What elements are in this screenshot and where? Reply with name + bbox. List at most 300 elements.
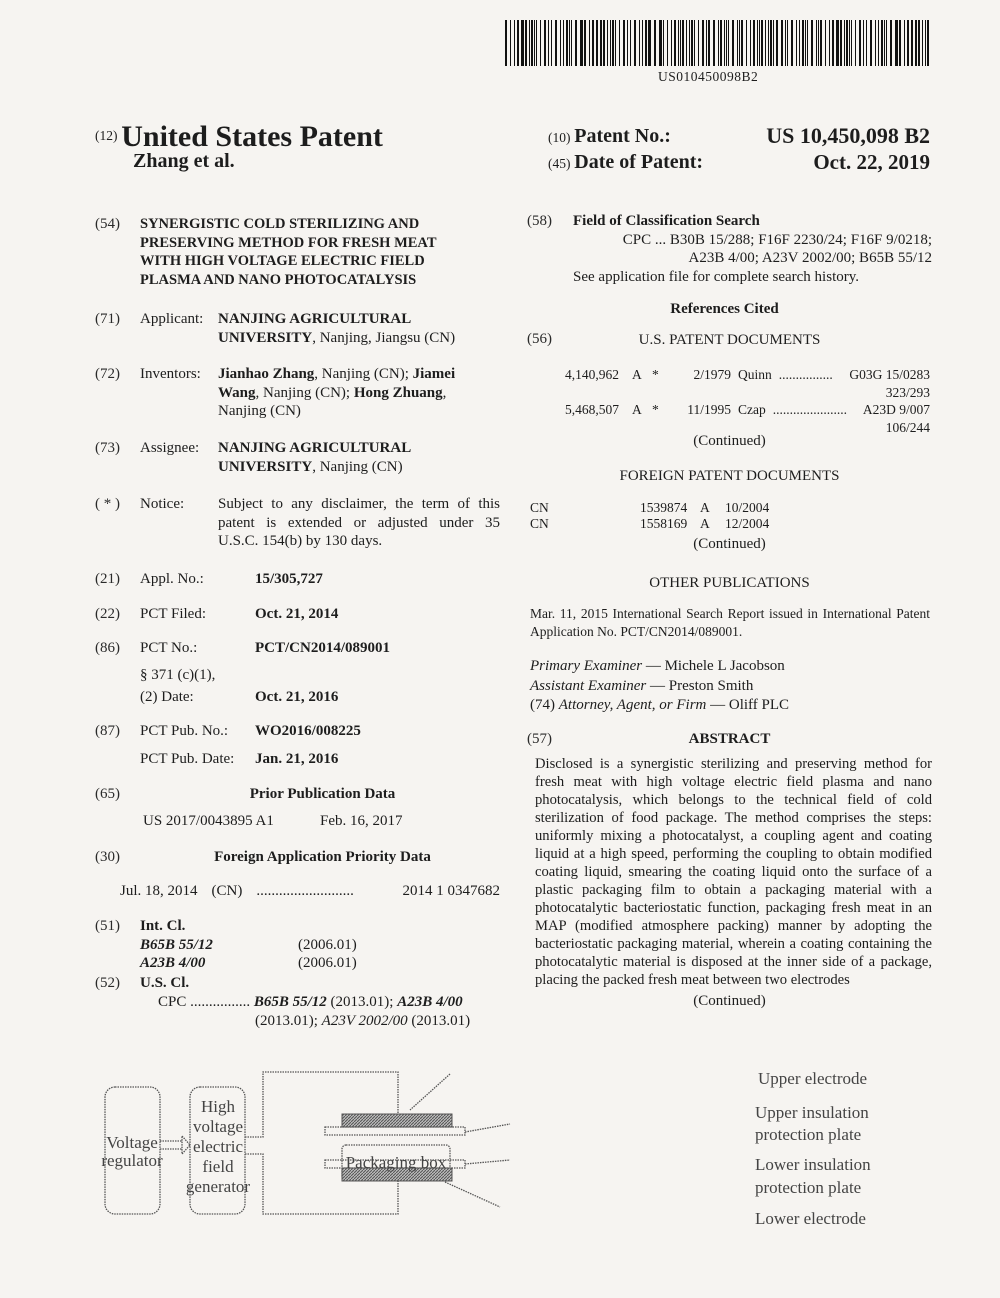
fig-label: Upper electrode bbox=[758, 1069, 868, 1088]
fig-label: electric bbox=[192, 1137, 244, 1156]
barcode-bar bbox=[680, 20, 681, 66]
doc-date: 10/2004 bbox=[725, 500, 770, 515]
us-doc-row bbox=[565, 366, 930, 401]
entry-71-applicant bbox=[95, 310, 505, 347]
entry-56 bbox=[527, 300, 932, 349]
barcode-bar bbox=[634, 20, 636, 66]
barcode-bar bbox=[720, 20, 721, 66]
barcode-bar bbox=[706, 20, 707, 66]
pct-filed: Oct. 21, 2014 bbox=[255, 606, 339, 622]
upper-insulation-plate bbox=[325, 1127, 465, 1135]
barcode-bar bbox=[649, 20, 650, 66]
barcode-bar bbox=[741, 20, 743, 66]
barcode-bar bbox=[592, 20, 593, 66]
barcode-bar bbox=[660, 20, 661, 66]
barcode-bar bbox=[770, 20, 772, 66]
inventor-name: Jianhao Zhang bbox=[218, 366, 315, 382]
barcode-bar bbox=[899, 20, 901, 66]
barcode-bar bbox=[708, 20, 709, 66]
cpc-version: (2013.01); bbox=[255, 1013, 322, 1029]
barcode-bar bbox=[911, 20, 913, 66]
barcode-bar bbox=[846, 20, 847, 66]
int-cl-version: (2006.01) bbox=[298, 955, 357, 971]
barcode-bar bbox=[918, 20, 920, 66]
barcode-bar bbox=[875, 20, 876, 66]
cpc-version: (2013.01) bbox=[407, 1013, 471, 1029]
barcode-bar bbox=[737, 20, 738, 66]
barcode-bar bbox=[761, 20, 763, 66]
barcode-bar bbox=[551, 20, 552, 66]
barcode-bar bbox=[702, 20, 704, 66]
barcode-bar bbox=[785, 20, 786, 66]
abstract-text: Disclosed is a synergistic sterilizing and preserving method for fresh meat with high voltage electric field plasma and nano photocatalysis, which belongs to the technical field of cold sterilization of food package. The method comprises the steps: uniformly mixing a photocatalyst, a coupling agent and coating liquid at a high speed, performing the coupling to obtain modified coating liquid, smearing the coating liquid onto the surface of a plastic packaging film to obtain a packaging material with a photocatalytic bacteriostatic function, packaging fresh meat in an MAP (modified atmosphere packing) manner by adopting the bacteriostatic packaging material, wherein a coating containing the photocatalytic material is disposed at the inner side of a package, placing the packed fresh meat between two electrodes bbox=[535, 755, 932, 988]
barcode-bar bbox=[750, 20, 751, 66]
doc-class: G03G 15/0283 bbox=[849, 367, 930, 382]
int-cl-version: (2006.01) bbox=[298, 937, 357, 953]
doc-name: Quinn bbox=[738, 367, 772, 382]
barcode-bar bbox=[836, 20, 837, 66]
title-line: PRESERVING METHOD FOR FRESH MEAT bbox=[140, 234, 437, 251]
patent-header-left bbox=[95, 120, 383, 154]
fig-label: Lower insulation bbox=[755, 1155, 871, 1174]
barcode-bar bbox=[525, 20, 527, 66]
barcode-bar bbox=[728, 20, 729, 66]
prior-pub-no: US 2017/0043895 A1 bbox=[143, 813, 274, 829]
barcode-bar bbox=[615, 20, 616, 66]
fig-label: protection plate bbox=[755, 1125, 862, 1144]
barcode-bar bbox=[886, 20, 887, 66]
barcode-bar bbox=[724, 20, 726, 66]
barcode-bar bbox=[674, 20, 676, 66]
barcode-bar bbox=[531, 20, 532, 66]
barcode-bar bbox=[514, 20, 515, 66]
section-heading: Field of Classification Search bbox=[573, 213, 760, 229]
assignee-location: , Nanjing (CN) bbox=[312, 458, 403, 475]
doc-kind: A bbox=[700, 500, 710, 515]
barcode-bar bbox=[630, 20, 631, 66]
continued-note: (Continued) bbox=[693, 433, 766, 449]
label: PCT Pub. No.: bbox=[140, 723, 229, 739]
barcode-bar bbox=[521, 20, 522, 66]
barcode-bar bbox=[907, 20, 908, 66]
doc-no: 1558169 bbox=[640, 516, 688, 531]
section-heading: Int. Cl. bbox=[140, 918, 186, 934]
barcode-bar bbox=[925, 20, 926, 66]
barcode-bar bbox=[805, 20, 806, 66]
label: Assistant Examiner bbox=[530, 678, 647, 694]
section-heading: Prior Publication Data bbox=[249, 786, 396, 802]
cpc-line: CPC ... B30B 15/288; F16F 2230/24; F16F 9/0218; bbox=[622, 231, 932, 248]
foreign-docs-heading: FOREIGN PATENT DOCUMENTS bbox=[619, 468, 840, 484]
text: Nanjing (CN) bbox=[218, 403, 301, 419]
barcode-bar bbox=[732, 20, 734, 66]
doc-no: 1539874 bbox=[640, 500, 688, 515]
fig-label: voltage bbox=[192, 1117, 244, 1136]
barcode-bar bbox=[517, 20, 519, 66]
representative-drawing bbox=[90, 1062, 940, 1242]
fig-label: Upper insulation bbox=[755, 1103, 869, 1122]
label: Applicant: bbox=[140, 311, 204, 327]
fig-label: regulator bbox=[101, 1151, 163, 1170]
barcode-bar bbox=[589, 20, 590, 66]
code-12: (12) bbox=[95, 128, 118, 143]
doc-date: 2/1979 bbox=[693, 367, 731, 382]
barcode-bar bbox=[536, 20, 537, 66]
entry-73-assignee bbox=[95, 439, 505, 476]
code: (58) bbox=[527, 213, 552, 229]
barcode-text: US010450098B2 bbox=[658, 69, 759, 84]
barcode-bar bbox=[645, 20, 647, 66]
code: (30) bbox=[95, 849, 120, 865]
barcode-bar bbox=[678, 20, 679, 66]
date-label: Date of Patent: bbox=[574, 151, 704, 173]
barcode-bar bbox=[863, 20, 864, 66]
barcode-bar bbox=[787, 20, 788, 66]
barcode-bar bbox=[922, 20, 923, 66]
barcode-bar bbox=[601, 20, 602, 66]
cpc-code: B65B 55/12 bbox=[253, 994, 327, 1010]
barcode-bar bbox=[534, 20, 536, 66]
barcode-bar bbox=[639, 20, 640, 66]
continued-note: (Continued) bbox=[693, 536, 766, 552]
code: (21) bbox=[95, 571, 120, 587]
label: Appl. No.: bbox=[140, 571, 204, 587]
us-cl-line bbox=[158, 993, 500, 1012]
barcode-bar bbox=[773, 20, 774, 66]
barcode-bar bbox=[781, 20, 783, 66]
label: Inventors: bbox=[140, 366, 201, 382]
us-doc-row bbox=[565, 401, 930, 436]
invention-title bbox=[140, 215, 505, 289]
primary-examiner bbox=[530, 657, 785, 676]
barcode-bar bbox=[829, 20, 830, 66]
barcode-bar bbox=[753, 20, 755, 66]
doc-kind: A bbox=[632, 367, 642, 382]
barcode-bar bbox=[671, 20, 672, 66]
label: Notice: bbox=[140, 496, 185, 512]
section-heading: U.S. Cl. bbox=[140, 975, 190, 991]
entry-72-inventors bbox=[95, 365, 505, 421]
assignee-name: UNIVERSITY bbox=[218, 458, 313, 475]
barcode-bar bbox=[825, 20, 826, 66]
doc-country: CN bbox=[530, 500, 549, 515]
entry-54-title bbox=[95, 215, 505, 289]
code-10: (10) bbox=[548, 130, 571, 145]
doc-class2: 323/293 bbox=[885, 384, 930, 400]
doc-name: Czap bbox=[738, 402, 766, 417]
barcode-bar bbox=[529, 20, 530, 66]
entry-30 bbox=[95, 848, 505, 899]
applicant-location: , Nanjing, Jiangsu (CN) bbox=[312, 329, 456, 346]
doc-class2: 106/244 bbox=[885, 419, 930, 435]
barcode-bar bbox=[849, 20, 851, 66]
barcode-bar bbox=[566, 20, 568, 66]
int-cl-code: A23B 4/00 bbox=[140, 955, 206, 971]
foreign-doc-row bbox=[530, 516, 930, 532]
section-heading: Foreign Application Priority Data bbox=[214, 849, 431, 865]
patent-no: US 10,450,098 B2 bbox=[766, 123, 930, 148]
inventor-name: Jiamei bbox=[412, 366, 456, 382]
us-patent-documents bbox=[565, 366, 930, 436]
code: (57) bbox=[527, 731, 552, 747]
label: Assignee: bbox=[140, 440, 200, 456]
barcode-bar bbox=[866, 20, 867, 66]
barcode-bar bbox=[603, 20, 605, 66]
cpc-version: (2013.01); bbox=[326, 994, 398, 1010]
doc-kind: A bbox=[700, 516, 710, 531]
doc-star: * bbox=[652, 402, 659, 417]
prior-pub-date: Feb. 16, 2017 bbox=[320, 813, 403, 829]
barcode-bar bbox=[694, 20, 695, 66]
patent-no-label: Patent No.: bbox=[574, 125, 671, 147]
code: (86) bbox=[95, 640, 120, 656]
foreign-patent-documents bbox=[530, 500, 930, 532]
code: (22) bbox=[95, 606, 120, 622]
barcode-bar bbox=[757, 20, 758, 66]
barcode-bar bbox=[691, 20, 693, 66]
examiner-name: — Michele L Jacobson bbox=[642, 658, 785, 674]
label: Primary Examiner bbox=[530, 658, 643, 674]
cpc-code: A23V 2002/00 bbox=[321, 1013, 408, 1029]
barcode-bar bbox=[878, 20, 879, 66]
code: (72) bbox=[95, 366, 120, 382]
barcode-bar bbox=[600, 20, 601, 66]
code: (54) bbox=[95, 216, 120, 232]
barcode-bar bbox=[642, 20, 643, 66]
barcode-bar bbox=[544, 20, 546, 66]
barcode-bar bbox=[832, 20, 834, 66]
barcode-bar bbox=[612, 20, 614, 66]
barcode-bar bbox=[796, 20, 797, 66]
label: § 371 (c)(1), bbox=[140, 667, 216, 683]
barcode-bar bbox=[844, 20, 845, 66]
code: (73) bbox=[95, 440, 120, 456]
notice-line: U.S.C. 154(b) by 130 days. bbox=[218, 533, 383, 549]
date-line bbox=[548, 150, 930, 174]
authors: Zhang et al. bbox=[133, 150, 235, 172]
barcode-bar bbox=[739, 20, 740, 66]
barcode bbox=[505, 20, 930, 66]
fig-label: protection plate bbox=[755, 1178, 862, 1197]
barcode-bar bbox=[895, 20, 896, 66]
code: (51) bbox=[95, 918, 120, 934]
barcode-bar bbox=[569, 20, 570, 66]
code: (74) bbox=[530, 697, 555, 713]
pct-371-date: Oct. 21, 2016 bbox=[255, 689, 339, 705]
priority-country: (CN) bbox=[211, 883, 243, 899]
barcode-bar bbox=[560, 20, 561, 66]
upper-electrode bbox=[342, 1114, 452, 1127]
notice-line: patent is extended or adjusted under 35 bbox=[218, 514, 500, 531]
barcode-bar bbox=[811, 20, 813, 66]
label: Attorney, Agent, or Firm bbox=[558, 697, 707, 713]
barcode-bar bbox=[510, 20, 511, 66]
barcode-bar bbox=[726, 20, 727, 66]
label: (2) Date: bbox=[140, 689, 194, 705]
entry-57-abstract bbox=[527, 730, 932, 1010]
barcode-bar bbox=[627, 20, 628, 66]
barcode-bar bbox=[799, 20, 800, 66]
barcode-bar bbox=[571, 20, 572, 66]
barcode-bar bbox=[698, 20, 699, 66]
label: PCT Filed: bbox=[140, 606, 206, 622]
barcode-bar bbox=[746, 20, 747, 66]
leader-dots: ...................... bbox=[772, 402, 847, 417]
continued-note: (Continued) bbox=[693, 992, 766, 1009]
barcode-bar bbox=[916, 20, 917, 66]
barcode-bar bbox=[859, 20, 861, 66]
doc-country: CN bbox=[530, 516, 549, 531]
barcode-bar bbox=[807, 20, 808, 66]
text: , Nanjing (CN); bbox=[255, 384, 354, 401]
barcode-bar bbox=[663, 20, 665, 66]
barcode-bar bbox=[759, 20, 760, 66]
us-cl-line bbox=[255, 1012, 470, 1031]
entry-58 bbox=[527, 212, 932, 286]
doc-star: * bbox=[652, 367, 659, 382]
barcode-bar bbox=[575, 20, 577, 66]
barcode-bar bbox=[840, 20, 842, 66]
barcode-bar bbox=[851, 20, 852, 66]
arrow-icon bbox=[160, 1136, 190, 1154]
pct-no: PCT/CN2014/089001 bbox=[255, 640, 390, 656]
barcode-bar bbox=[915, 20, 916, 66]
barcode-bar bbox=[505, 20, 507, 66]
barcode-bar bbox=[584, 20, 586, 66]
notice-line: Subject to any disclaimer, the term of this bbox=[218, 496, 500, 512]
barcode-bar bbox=[522, 20, 523, 66]
barcode-bar bbox=[540, 20, 541, 66]
code: (71) bbox=[95, 311, 120, 327]
barcode-bar bbox=[667, 20, 668, 66]
barcode-bar bbox=[718, 20, 719, 66]
entry-65 bbox=[95, 785, 505, 829]
examiner-name: — Preston Smith bbox=[646, 678, 754, 694]
foreign-doc-row bbox=[530, 500, 930, 516]
title-line: SYNERGISTIC COLD STERILIZING AND bbox=[140, 216, 420, 232]
code: ( * ) bbox=[95, 496, 120, 512]
barcode-bar bbox=[548, 20, 549, 66]
leader-dots: ................ bbox=[778, 367, 833, 382]
code: (52) bbox=[95, 975, 120, 991]
barcode-bar bbox=[791, 20, 793, 66]
barcode-bar bbox=[689, 20, 690, 66]
label: PCT Pub. Date: bbox=[140, 751, 235, 767]
barcode-bar bbox=[927, 20, 929, 66]
inventor-name: Wang bbox=[218, 384, 256, 401]
barcode-bar bbox=[896, 20, 897, 66]
title-line: WITH HIGH VOLTAGE ELECTRIC FIELD bbox=[140, 253, 425, 269]
barcode-bar bbox=[563, 20, 564, 66]
abstract-heading: ABSTRACT bbox=[688, 731, 771, 747]
barcode-bar bbox=[820, 20, 822, 66]
attorney-name: — Oliff PLC bbox=[706, 697, 790, 713]
int-cl-code: B65B 55/12 bbox=[140, 937, 213, 953]
doc-no: 4,140,962 bbox=[565, 367, 619, 382]
cpc-line: A23B 4/00; A23V 2002/00; B65B 55/12 bbox=[688, 250, 932, 266]
priority-date: Jul. 18, 2014 bbox=[120, 883, 198, 899]
barcode-bar bbox=[596, 20, 598, 66]
code: (56) bbox=[527, 331, 552, 347]
inventor-name: Hong Zhuang bbox=[353, 384, 443, 401]
leader-dots: .......................... bbox=[256, 883, 354, 899]
barcode-bar bbox=[765, 20, 766, 66]
text: , bbox=[442, 384, 447, 401]
title-line: PLASMA AND NANO PHOTOCATALYSIS bbox=[140, 271, 417, 288]
other-publication: Mar. 11, 2015 International Search Report issued in International Patent Application No. PCT/CN2014/089001. bbox=[530, 606, 930, 639]
section-heading: References Cited bbox=[670, 301, 779, 317]
wiring bbox=[245, 1072, 398, 1214]
barcode-bar bbox=[623, 20, 625, 66]
barcode-bar bbox=[659, 20, 660, 66]
barcode-bar bbox=[682, 20, 684, 66]
doc-class: A23D 9/007 bbox=[862, 402, 930, 417]
barcode-bar bbox=[581, 20, 582, 66]
barcode-bar bbox=[802, 20, 804, 66]
barcode-bar bbox=[870, 20, 872, 66]
barcode-bar bbox=[881, 20, 883, 66]
fig-label: High bbox=[201, 1097, 235, 1116]
attorney bbox=[530, 696, 789, 715]
applicant-name: UNIVERSITY bbox=[218, 329, 313, 346]
barcode-bar bbox=[555, 20, 557, 66]
patent-number-line bbox=[548, 123, 930, 148]
barcode-bar bbox=[884, 20, 885, 66]
cpc-code: A23B 4/00 bbox=[397, 994, 463, 1010]
priority-number: 2014 1 0347682 bbox=[402, 883, 500, 899]
assignee-name: NANJING AGRICULTURAL bbox=[218, 440, 412, 456]
patent-date: Oct. 22, 2019 bbox=[813, 150, 930, 174]
barcode-bar bbox=[610, 20, 611, 66]
barcode-bar bbox=[816, 20, 817, 66]
cpc-label: CPC ................ bbox=[158, 994, 251, 1010]
barcode-bar bbox=[580, 20, 581, 66]
priority-row bbox=[120, 882, 500, 901]
barcode-bar bbox=[654, 20, 656, 66]
label: PCT No.: bbox=[140, 640, 198, 656]
barcode-bar bbox=[837, 20, 838, 66]
barcode-bar bbox=[619, 20, 620, 66]
barcode-bar bbox=[648, 20, 649, 66]
us-docs-heading: U.S. PATENT DOCUMENTS bbox=[638, 331, 821, 348]
assistant-examiner bbox=[530, 677, 753, 696]
entry-notice bbox=[95, 495, 505, 551]
doc-kind: A bbox=[632, 402, 642, 417]
fig-label: Packaging box bbox=[345, 1153, 447, 1172]
code: (87) bbox=[95, 723, 120, 739]
fig-label: field bbox=[202, 1157, 234, 1176]
barcode-bar bbox=[855, 20, 856, 66]
barcode-bar bbox=[713, 20, 715, 66]
patent-title-heading: United States Patent bbox=[121, 120, 383, 153]
fig-label: generator bbox=[185, 1177, 251, 1196]
other-publications-heading: OTHER PUBLICATIONS bbox=[649, 575, 810, 591]
fig-label: Lower electrode bbox=[755, 1209, 866, 1228]
pct-pub-date: Jan. 21, 2016 bbox=[255, 751, 339, 767]
barcode-bar bbox=[890, 20, 892, 66]
code: (65) bbox=[95, 786, 120, 802]
search-history-note: See application file for complete search history. bbox=[573, 268, 860, 285]
fig-label: Voltage bbox=[106, 1133, 158, 1152]
doc-no: 5,468,507 bbox=[565, 402, 619, 417]
barcode-bar bbox=[607, 20, 608, 66]
appl-no: 15/305,727 bbox=[255, 571, 323, 587]
barcode-bar bbox=[904, 20, 905, 66]
barcode-bar bbox=[768, 20, 769, 66]
doc-date: 11/1995 bbox=[687, 402, 731, 417]
text: , Nanjing (CN); bbox=[314, 366, 413, 382]
code-45: (45) bbox=[548, 156, 571, 171]
